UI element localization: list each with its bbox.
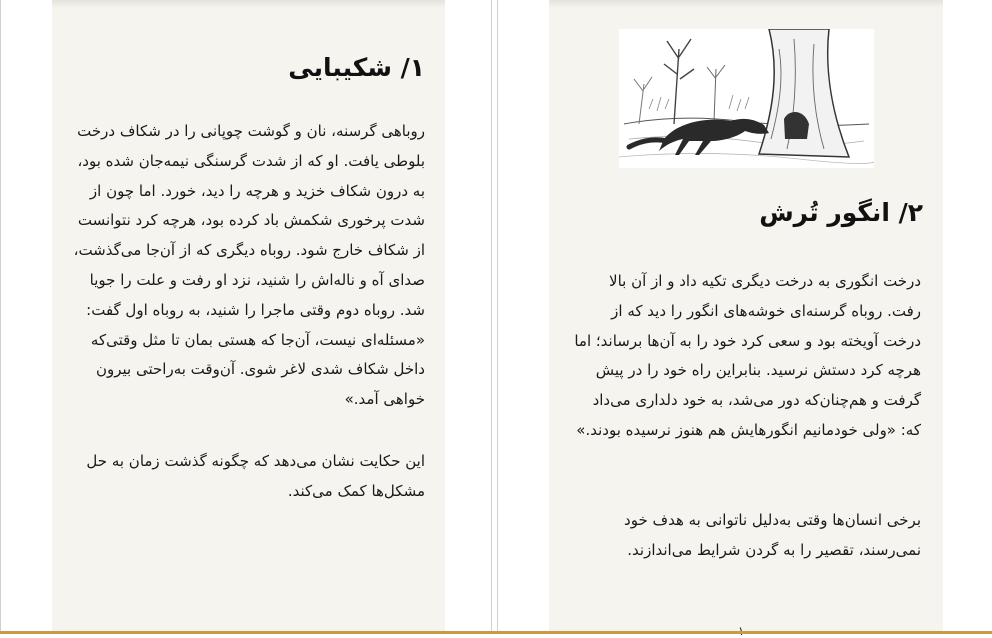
spine-line-left [491,0,492,634]
story-paragraph: درخت انگوری به درخت دیگری تکیه داد و از آن بالا رفت. روباه گرسنه‌ای خوشه‌های انگور را دید که از درخت آویخته بود و سعی کرد خود را به آن‌ها برساند؛ اما هرچه کرد دستش نرسید. بنابراین راه خود را در پیش گرفت و هم‌چنان‌که دور می‌شد، به خود دلداری می‌داد که: «ولی خودمانیم انگورهایش هم هنوز نرسیده بودند.» [574,272,921,439]
left-page [52,0,445,634]
story-title: ۱/ شکیبایی [288,53,425,82]
story-moral: برخی انسان‌ها وقتی به‌دلیل ناتوانی به هدف خود نمی‌رسند، تقصیر را به گردن شرایط می‌اندازند. [624,511,921,559]
right-page [549,0,943,634]
fox-and-tree-illustration [619,29,874,168]
story-paragraph: روباهی گرسنه، نان و گوشت چوپانی را در شکاف درخت بلوطی یافت. او که از شدت گرسنگی نیمه‌جان شده بود، به درون شکاف خزید و هرچه را دید، خورد. اما چون از شدت پرخوری شکمش باد کرده بود، هرچه کرد نتوانست از شکاف خارج شود. روباه دیگری که از آن‌جا می‌گذشت، صدای آه و ناله‌اش را شنید، نزد او رفت و علت را جویا شد. روباه دوم وقتی ماجرا را شنید، به روباه اول گفت: «مسئله‌ای نیست، آن‌جا که هستی بمان تا مثل وقتی‌که داخل شکاف شدی لاغر شوی. آن‌وقت به‌راحتی بیرون خواهی آمد.» [73,122,425,409]
page-top-shadow [52,0,445,8]
story-title: ۲/ انگور تُرش [759,198,923,227]
left-edge-line [0,0,1,634]
page-top-shadow [549,0,943,8]
story-moral: این حکایت نشان می‌دهد که چگونه گذشت زمان به حل مشکل‌ها کمک می‌کند. [86,452,425,500]
spine-line-right [497,0,498,634]
